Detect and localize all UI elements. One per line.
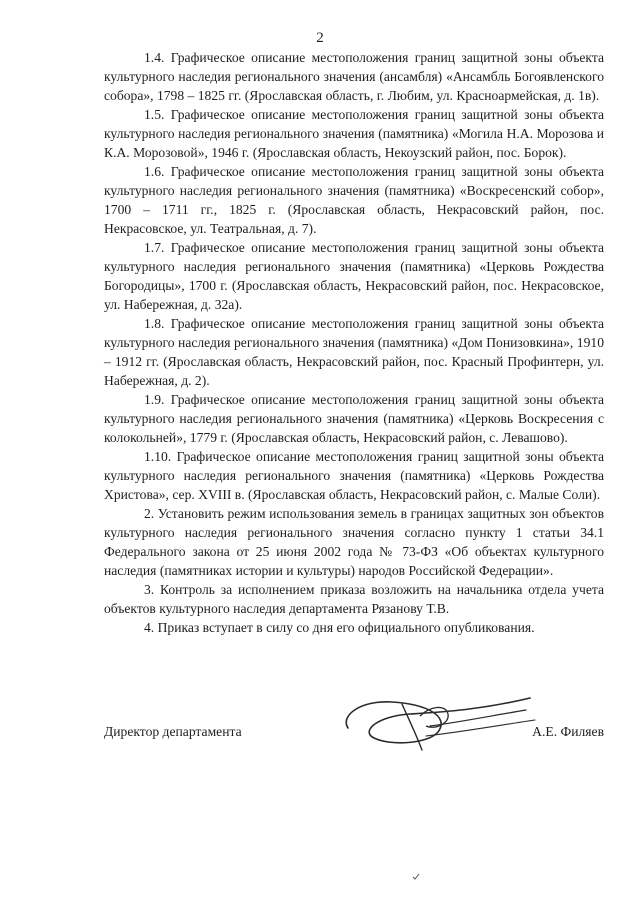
paragraph-1-5: 1.5. Графическое описание местоположения границ защитной зоны объекта культурного наследия регионального значения (памятника) «Могила Н.А. Морозова и К.А. Морозовой», 1946 г. (Ярославская область, Некоузский район, пос. Борок).: [104, 107, 604, 160]
paragraph-4: 4. Приказ вступает в силу со дня его официального опубликования.: [144, 620, 535, 635]
signatory-name: А.Е. Филяев: [532, 724, 604, 739]
paragraph-1-6: 1.6. Графическое описание местоположения границ защитной зоны объекта культурного наследия регионального значения (памятника) «Воскресенский собор», 1700 – 1711 гг., 1825 г. (Ярославская область, Некрасовский район, пос. Некрасовское, ул. Театральная, д. 7).: [104, 164, 604, 236]
signatory-title: Директор департамента: [104, 724, 242, 739]
page-number: 2: [316, 30, 324, 46]
paragraph-1-7: 1.7. Графическое описание местоположения границ защитной зоны объекта культурного наследия регионального значения (памятника) «Церковь Рождества Богородицы», 1700 г. (Ярославская область, Некрасовский район, пос. Некрасовское, ул. Набережная, д. 32а).: [104, 240, 604, 312]
paragraph-3: 3. Контроль за исполнением приказа возложить на начальника отдела учета объектов культурного наследия департамента Рязанову Т.В.: [104, 582, 604, 616]
signature-block: [104, 724, 604, 748]
paragraph-2: 2. Установить режим использования земель в границах защитных зон объектов культурного наследия регионального значения согласно пункту 1 статьи 34.1 Федерального закона от 25 июня 2002 года № 73-ФЗ «Об объектах культурного наследия (памятниках истории и культуры) народов Российской Федерации».: [104, 506, 604, 578]
tick-mark-icon: [412, 873, 420, 881]
document-body: [104, 48, 604, 637]
paragraph-1-10: 1.10. Графическое описание местоположения границ защитной зоны объекта культурного наследия регионального значения (памятника) «Церковь Рождества Христова», сер. XVIII в. (Ярославская область, Некрасовский район, с. Малые Соли).: [104, 449, 604, 502]
paragraph-1-8: 1.8. Графическое описание местоположения границ защитной зоны объекта культурного наследия регионального значения (памятника) «Дом Понизовкина», 1910 – 1912 гг. (Ярославская область, Некрасовский район, пос. Красный Профинтерн, ул. Набережная, д. 2).: [104, 316, 604, 388]
paragraph-1-4: 1.4. Графическое описание местоположения границ защитной зоны объекта культурного наследия регионального значения (ансамбля) «Ансамбль Богоявленского собора», 1798 – 1825 гг. (Ярославская область, г. Любим, ул. Красноармейская, д. 1в).: [104, 50, 604, 103]
paragraph-1-9: 1.9. Графическое описание местоположения границ защитной зоны объекта культурного наследия регионального значения (памятника) «Церковь Воскресения с колокольней», 1779 г. (Ярославская область, Некрасовский район, с. Левашово).: [104, 392, 604, 445]
